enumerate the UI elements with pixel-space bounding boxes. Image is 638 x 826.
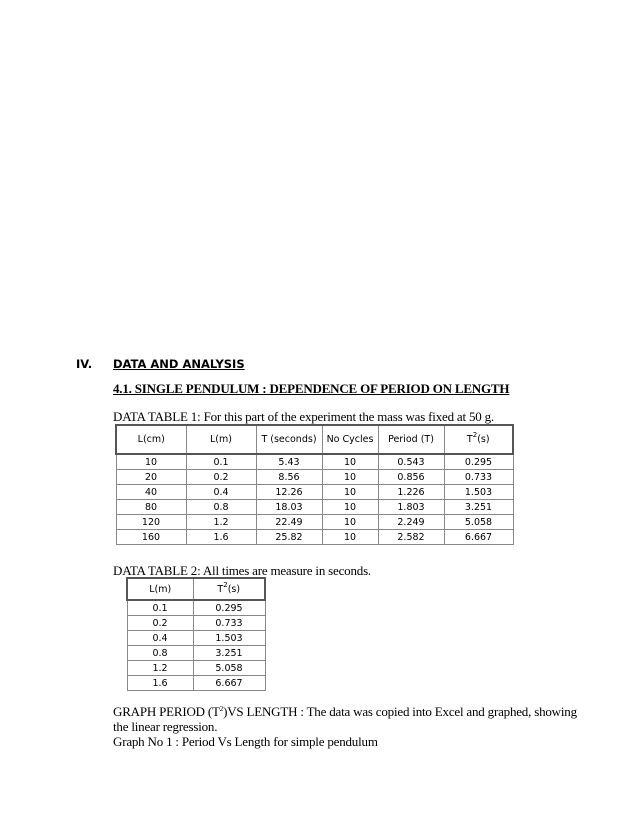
column-header: T (seconds) <box>256 425 322 454</box>
table-cell: 10 <box>322 485 378 500</box>
table-row <box>127 600 265 616</box>
table-header-row <box>127 578 265 600</box>
table-cell: 0.2 <box>186 470 256 485</box>
table-cell: 3.251 <box>193 646 265 661</box>
table-cell: 1.6 <box>186 530 256 545</box>
graph-paragraph: GRAPH PERIOD $(T^2)VS$ LENGTH : The data was copied into Excel and graphed, showing the linear regression. <box>113 704 577 734</box>
graph-label: Graph No 1 : Period Vs Length for simple pendulum <box>113 734 378 749</box>
table-cell: 80 <box>116 500 186 515</box>
table-cell: 5.43 <box>256 454 322 470</box>
table-cell: 0.295 <box>444 454 513 470</box>
table-row <box>127 676 265 691</box>
table-cell: 0.733 <box>444 470 513 485</box>
table-cell: 1.803 <box>378 500 444 515</box>
table-row <box>116 530 513 545</box>
subsection-title: 4.1. SINGLE PENDULUM : DEPENDENCE OF PERIOD ON LENGTH <box>113 381 510 396</box>
table-row <box>116 454 513 470</box>
table-cell: 1.503 <box>193 631 265 646</box>
section-number: IV. <box>76 357 93 371</box>
table-cell: 0.856 <box>378 470 444 485</box>
column-header: No Cycles <box>322 425 378 454</box>
table-cell: 0.8 <box>127 646 193 661</box>
table-cell: 1.226 <box>378 485 444 500</box>
table-cell: 0.295 <box>193 600 265 616</box>
table-cell: 6.667 <box>193 676 265 691</box>
table-cell: 0.1 <box>186 454 256 470</box>
graph-description <box>113 704 583 749</box>
table-cell: 20 <box>116 470 186 485</box>
table-cell: 0.4 <box>127 631 193 646</box>
table-cell: 10 <box>322 470 378 485</box>
table-cell: 8.56 <box>256 470 322 485</box>
table-cell: 10 <box>322 515 378 530</box>
table-cell: 0.543 <box>378 454 444 470</box>
column-header: L(cm) <box>116 425 186 454</box>
column-header: L(m) <box>186 425 256 454</box>
table-row <box>127 661 265 676</box>
table-cell: 1.2 <box>186 515 256 530</box>
table-cell: 12.26 <box>256 485 322 500</box>
data-table-1 <box>115 424 514 545</box>
table-cell: 160 <box>116 530 186 545</box>
table-cell: 18.03 <box>256 500 322 515</box>
table-cell: 5.058 <box>193 661 265 676</box>
table-cell: 0.4 <box>186 485 256 500</box>
table-cell: 0.733 <box>193 616 265 631</box>
table-cell: 3.251 <box>444 500 513 515</box>
table-cell: 40 <box>116 485 186 500</box>
table-cell: 1.2 <box>127 661 193 676</box>
table-row <box>116 470 513 485</box>
table-cell: 120 <box>116 515 186 530</box>
section-title: DATA AND ANALYSIS <box>113 357 245 371</box>
data-table-2 <box>126 577 266 691</box>
table-header-row <box>116 425 513 454</box>
table-cell: 10 <box>116 454 186 470</box>
table-cell: 0.1 <box>127 600 193 616</box>
table1-caption: DATA TABLE 1: For this part of the experiment the mass was fixed at 50 g. <box>113 409 494 424</box>
table-cell: 2.249 <box>378 515 444 530</box>
table2-caption: DATA TABLE 2: All times are measure in seconds. <box>113 563 371 578</box>
table-cell: 0.8 <box>186 500 256 515</box>
table-row <box>116 485 513 500</box>
table-cell: 1.503 <box>444 485 513 500</box>
table-cell: 6.667 <box>444 530 513 545</box>
table-cell: 10 <box>322 500 378 515</box>
table-row <box>127 616 265 631</box>
column-header: $T^2(s)$ <box>193 578 265 600</box>
table-cell: 5.058 <box>444 515 513 530</box>
table-cell: 10 <box>322 454 378 470</box>
table-cell: 1.6 <box>127 676 193 691</box>
table-cell: 0.2 <box>127 616 193 631</box>
column-header: L(m) <box>127 578 193 600</box>
table-row <box>116 515 513 530</box>
table-cell: 25.82 <box>256 530 322 545</box>
table-row <box>127 631 265 646</box>
column-header: $T^2(s)$ <box>444 425 513 454</box>
table-row <box>127 646 265 661</box>
table-cell: 2.582 <box>378 530 444 545</box>
table-cell: 10 <box>322 530 378 545</box>
table-row <box>116 500 513 515</box>
column-header: Period (T) <box>378 425 444 454</box>
table-cell: 22.49 <box>256 515 322 530</box>
